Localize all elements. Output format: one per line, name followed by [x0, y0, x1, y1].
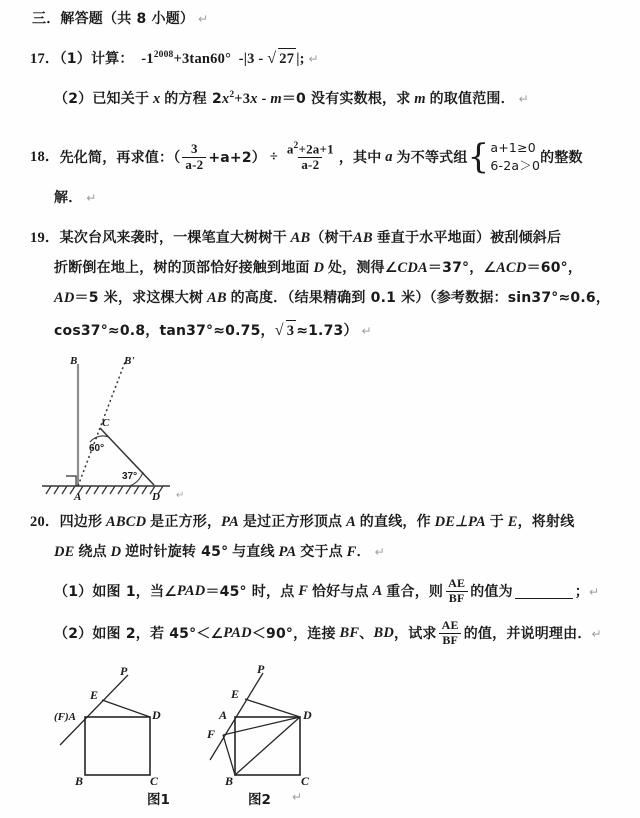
q19-l1-e: 垂直于水平地面）被刮倾斜后: [376, 230, 562, 246]
q19-label-B: B: [70, 355, 78, 367]
q17-expr-one: 1: [146, 51, 154, 67]
figure-2-caption: 图2: [248, 792, 271, 808]
q20-p1-a: 如图 1，当∠: [92, 583, 177, 600]
figure-1-caption: 图1: [147, 792, 170, 808]
q20-p1-frac-num: AE: [448, 576, 466, 590]
q20-l2-i: ．: [356, 544, 371, 560]
figure-2-svg: [205, 655, 375, 785]
q18-tail2: 解．: [54, 190, 83, 206]
return-mark: ↵: [591, 627, 602, 642]
q20-l2-d: 逆时针旋转 45°: [125, 544, 229, 560]
q17p2-t6: 的取值范围．: [429, 90, 515, 107]
q20-p1-F: F: [298, 583, 309, 600]
fig1-label-B: B: [75, 774, 84, 785]
q18-frac1-denominator: a-2: [182, 157, 206, 173]
question-19-line-2: [54, 258, 582, 280]
question-17-part-1-label: （1）: [59, 51, 91, 67]
question-17-part-1-lead: 计算：: [90, 51, 134, 67]
q20-p2-BD: BD: [373, 625, 395, 642]
question-17-part-2: [54, 88, 529, 111]
q18-frac2-rest: +2a+1: [298, 141, 334, 157]
paragraph-return-mark: ↵: [198, 12, 209, 26]
question-19-line-3: [54, 288, 610, 310]
question-20-figure-2: [205, 655, 375, 785]
q17p2-t1: 已知关于: [92, 90, 150, 107]
q20-l2-PA: PA: [278, 544, 297, 560]
question-17-number: 17: [30, 51, 45, 67]
q20-l2-D: D: [110, 544, 122, 560]
q20-p1-A: A: [372, 583, 383, 600]
q19-l2-g: ＝60°，: [526, 260, 583, 276]
q19-label-angle-37: 37°: [122, 471, 138, 482]
q20-l1-ABCD: ABCD: [106, 514, 147, 530]
q19-l4-b: ≈1.73）: [296, 323, 358, 339]
q17p2-exponent: 2: [229, 90, 235, 100]
q18-frac2-base: a: [286, 141, 294, 157]
q18-mid1: +a+2）: [208, 149, 267, 166]
question-20-part-2: [54, 620, 602, 649]
q17p2-var-m: m: [270, 90, 282, 107]
q20-p1-g: 重合，则: [386, 583, 444, 600]
question-18-fraction-2: [284, 141, 337, 173]
return-mark: ↵: [361, 324, 372, 338]
segment-BD: [235, 717, 300, 775]
q20-l1-k: ，将射线: [517, 514, 575, 530]
q20-p1-fraction-AE-BF: [445, 577, 468, 606]
section-heading: [32, 8, 208, 31]
q19-l1-c: （树干: [310, 230, 353, 246]
q19-l3-d: 的高度．（结果精确到 0.1 米）（参考数据：sin37°≈0.6，: [230, 290, 611, 306]
q20-p1-c: ＝45° 时，点: [205, 583, 295, 600]
q20-l1-A: A: [346, 514, 356, 530]
q17p2-var-x3: x: [250, 90, 258, 107]
q20-p1-h: 的值为: [470, 583, 513, 600]
q17p2-t3: +3: [234, 90, 251, 107]
q19-l3-AD: AD: [54, 290, 75, 306]
q20-l1-c: 是正方形，: [150, 514, 222, 530]
q20-l1-i: 于: [489, 514, 504, 530]
q19-sqrt-3: [275, 320, 296, 343]
question-20-dot: ．: [44, 514, 60, 530]
q20-p2-BF: BF: [339, 625, 360, 642]
question-19-number: 19: [30, 230, 45, 246]
q20-p1-PAD: PAD: [176, 583, 206, 600]
q17-expr-exponent: 2008: [153, 50, 174, 61]
line-PA: [60, 675, 128, 745]
question-17-part-1: [30, 48, 319, 71]
segment-ED: [245, 699, 300, 717]
return-mark: ↵: [589, 585, 600, 600]
return-mark: ↵: [518, 91, 529, 106]
fig2-label-F: F: [207, 727, 216, 741]
fig2-label-C: C: [301, 774, 310, 785]
fig2-label-B: B: [225, 774, 234, 785]
answer-blank-1[interactable]: [515, 586, 573, 599]
section-heading-text: 三．解答题（共 8 小题）: [32, 11, 195, 27]
q19-label-Bprime: B': [124, 355, 135, 367]
q17-expr-abs-close: |;: [296, 51, 305, 67]
q20-l2-e: 与直线: [232, 544, 275, 560]
fig1-label-E: E: [90, 688, 99, 702]
q20-l2-F: F: [346, 544, 357, 560]
question-19-line-1: [30, 228, 561, 250]
q20-p2-fraction-AE-BF: [439, 619, 462, 648]
q20-p2-frac-num: AE: [441, 618, 459, 632]
return-mark: ↵: [86, 191, 97, 205]
q20-l2-DE: DE: [54, 544, 75, 560]
question-18-dot: ．: [44, 149, 60, 166]
question-18-fraction-1: [182, 142, 206, 173]
q18-frac1-numerator: 3: [191, 140, 198, 156]
q19-l3-AB: AB: [207, 290, 227, 306]
q18-frac2-denominator: a-2: [298, 157, 322, 173]
q17p2-t2: 的方程 2: [164, 90, 222, 107]
q19-l3-b: ＝5 米，求这棵大树: [74, 290, 204, 306]
q19-label-angle-60: 60°: [89, 443, 105, 454]
question-18-tail-line: [54, 188, 97, 210]
question-20-figure-1: [50, 655, 210, 785]
return-mark: ↵: [292, 790, 303, 804]
question-20-line-2: [54, 542, 385, 564]
q19-label-D: D: [152, 491, 160, 502]
return-mark: ↵: [176, 490, 185, 501]
left-brace-icon: {: [467, 136, 490, 177]
q18-mid3: 为不等式组: [396, 149, 468, 166]
q20-p2-frac-den: BF: [439, 633, 461, 648]
q19-l1-a: 某次台风来袭时，一棵笔直大树树干: [59, 230, 287, 246]
q17p2-var-x: x: [152, 90, 161, 107]
q19-l2-D: D: [313, 260, 325, 276]
q17p2-t5: ＝0 没有实数根，求: [281, 90, 411, 107]
q18-var-a: a: [385, 149, 393, 166]
q18-divide-symbol: ÷: [269, 149, 279, 166]
q19-sqrt-radicand: 3: [286, 320, 296, 343]
q17-sqrt-27: [267, 48, 296, 71]
fig2-label-D: D: [303, 708, 312, 722]
question-20-part-1: [54, 578, 599, 607]
question-18-lead: 先化简，再求值：（: [59, 149, 181, 166]
q19-l2-e: ＝37°，∠: [427, 260, 497, 276]
fig1-label-A: (F)A: [54, 711, 76, 723]
q19-l2-CDA: CDA: [397, 260, 428, 276]
q17p2-var-m2: m: [414, 90, 426, 107]
q18-tail1: 的整数: [540, 149, 583, 166]
figure-1-svg: [50, 655, 210, 785]
fig2-label-A: A: [219, 708, 228, 722]
q18-inequality-1: a+1≥0: [490, 140, 536, 155]
q20-p1-i: ；: [574, 583, 589, 600]
q17-expr-minus: -: [141, 51, 147, 67]
question-18: [30, 136, 583, 177]
q20-p2-g: ，试求: [394, 625, 437, 642]
return-mark: ↵: [374, 545, 385, 559]
question-18-number: 18: [30, 149, 45, 166]
return-mark: ↵: [308, 52, 319, 66]
q20-l2-b: 绕点: [78, 544, 107, 560]
q17-expr-tan: +3tan60°: [173, 51, 232, 67]
segment-ED: [102, 700, 150, 717]
question-19-dot: ．: [44, 230, 60, 246]
q18-inequality-system: [467, 136, 541, 177]
q19-l1-AB: AB: [290, 230, 311, 246]
q19-l1-AB2: AB: [353, 230, 373, 246]
q19-label-C: C: [102, 417, 110, 429]
q20-p2-label: （2）: [54, 625, 93, 642]
q17-expr-abs-open: |3 -: [243, 51, 264, 67]
q20-l1-a: 四边形: [59, 514, 103, 530]
q19-l4-a: cos37°≈0.8，tan37°≈0.75，: [54, 323, 275, 339]
q20-p2-e: 、: [359, 625, 374, 642]
question-19-line-4: [54, 320, 372, 343]
question-17-dot: ．: [44, 51, 60, 67]
q20-l1-PA: PA: [221, 514, 240, 530]
q17p2-t4: -: [257, 90, 271, 107]
q18-frac2-exponent: 2: [293, 141, 299, 152]
q20-l1-e: 是过正方形顶点: [242, 514, 343, 530]
square-ABCD: [85, 717, 150, 775]
angle-arc-60: [90, 436, 109, 442]
q19-l2-c: 处，测得∠: [327, 260, 398, 276]
q20-p2-PAD: PAD: [223, 625, 252, 642]
fig1-label-C: C: [150, 774, 159, 785]
q20-p1-e: 恰好与点: [311, 583, 369, 600]
q18-inequality-2: 6-2a＞0: [490, 158, 541, 174]
q20-l1-DEPA: DE⊥PA: [434, 514, 486, 530]
q20-p2-c: ＜90°，连接: [251, 625, 336, 642]
q17-sqrt-radicand: 27: [278, 48, 296, 71]
question-20-number: 20: [30, 514, 45, 530]
question-20-line-1: [30, 512, 574, 534]
q19-l2-ACD: ACD: [496, 260, 527, 276]
right-angle-marker-A: [66, 476, 76, 486]
q18-frac2-numerator: [284, 141, 337, 157]
ground-hatching: [46, 486, 163, 494]
q20-p1-frac-den: BF: [446, 591, 468, 606]
q19-label-A: A: [74, 491, 82, 502]
fig2-label-P: P: [257, 662, 265, 676]
q17-expr-minus2: -: [238, 51, 244, 67]
q19-figure-svg: [30, 352, 220, 502]
question-19-figure: [30, 352, 220, 502]
question-17-part-2-label: （2）: [54, 90, 93, 107]
q20-l1-E: E: [507, 514, 518, 530]
segment-FB: [223, 735, 235, 775]
fig1-label-D: D: [152, 708, 161, 722]
q18-mid2: ，其中: [338, 149, 382, 166]
q20-p2-a: 如图 2，若 45°＜∠: [92, 625, 224, 642]
q19-l2-a: 折断倒在地上，树的顶部恰好接触到地面: [54, 260, 310, 276]
q20-l1-g: 的直线，作: [359, 514, 431, 530]
q20-p1-label: （1）: [54, 583, 93, 600]
fig2-label-E: E: [231, 687, 240, 701]
q17p2-var-x2: x: [221, 90, 230, 107]
q20-p2-h: 的值，并说明理由．: [463, 625, 592, 642]
q20-l2-g: 交于点: [300, 544, 343, 560]
fig1-label-P: P: [120, 664, 128, 678]
